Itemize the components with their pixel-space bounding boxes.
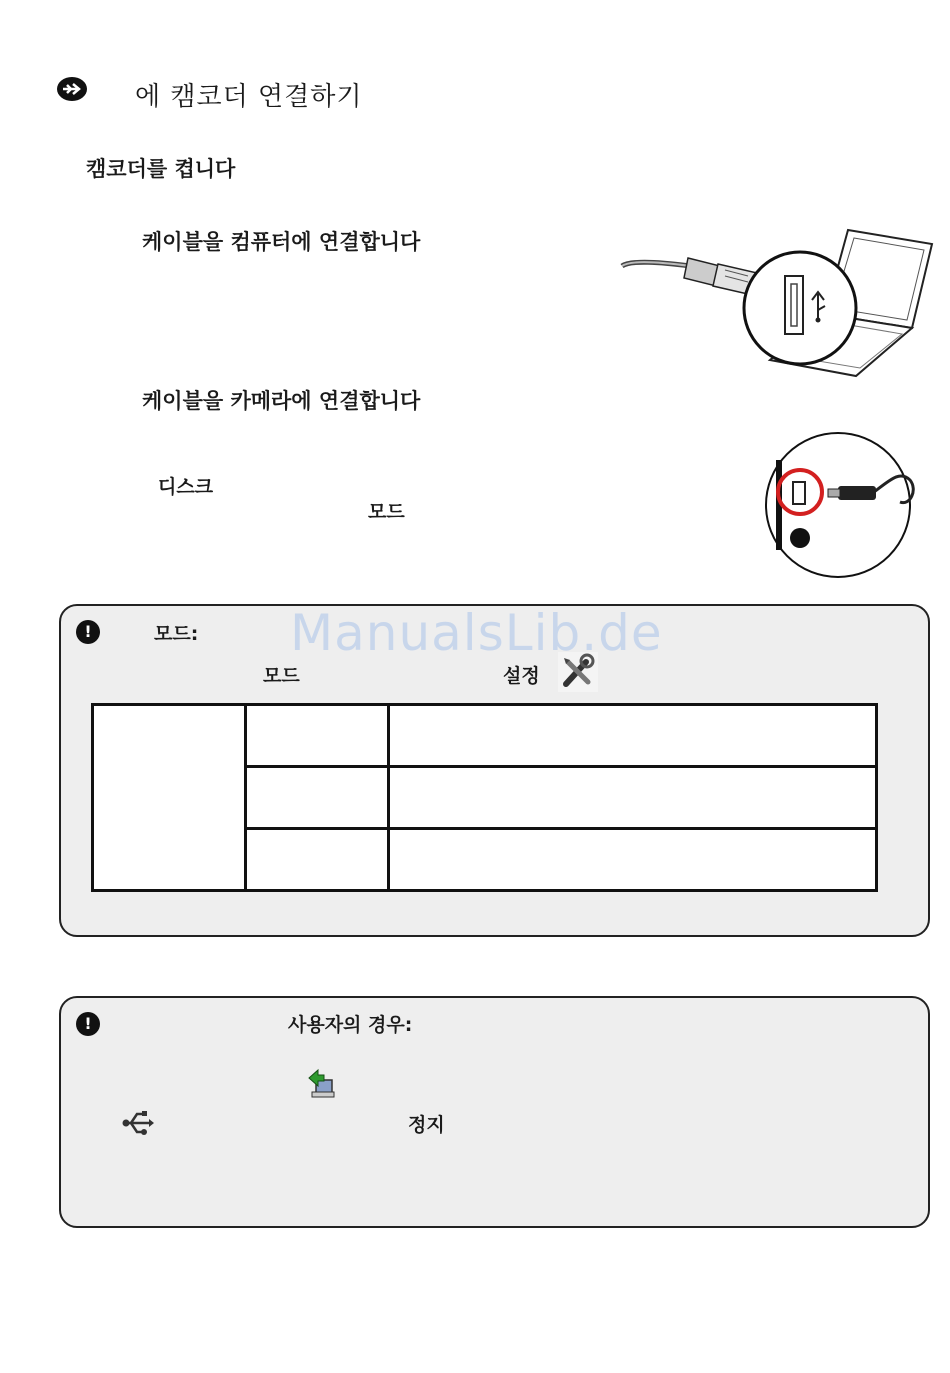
mode-table-cell <box>389 767 877 829</box>
mode-table-cell <box>389 705 877 767</box>
safely-remove-hardware-icon <box>306 1068 336 1100</box>
page-title: 에 캠코더 연결하기 <box>135 82 363 112</box>
note2-stop-word: 정지 <box>408 1114 445 1136</box>
mode-word: 모드 <box>368 501 405 523</box>
step-3-text: 케이블을 카메라에 연결합니다 <box>142 389 421 413</box>
usb-laptop-illustration <box>620 226 935 381</box>
mode-table <box>91 703 878 892</box>
step-2-text: 케이블을 컴퓨터에 연결합니다 <box>142 230 421 254</box>
camera-usb-port-illustration <box>760 430 915 580</box>
note1-mode-word: 모드 <box>263 665 300 687</box>
note1-settings-word: 설정 <box>503 665 540 687</box>
exclamation-icon: ! <box>76 620 100 644</box>
usb-icon <box>121 1106 155 1140</box>
mode-table-cell <box>246 829 389 891</box>
exclamation-icon: ! <box>76 1012 100 1036</box>
mode-table-cell <box>246 767 389 829</box>
note2-label: 사용자의 경우: <box>288 1014 413 1036</box>
disk-word: 디스크 <box>158 476 214 498</box>
mode-table-cell <box>93 705 246 891</box>
user-note-box <box>59 996 930 1228</box>
note1-label: 모드: <box>154 623 199 645</box>
step-1-text: 캠코더를 켭니다 <box>86 157 236 181</box>
mode-table-cell <box>389 829 877 891</box>
mode-table-cell <box>246 705 389 767</box>
arrow-bullet-icon <box>56 76 88 102</box>
watermark: ManualsLib.de <box>290 604 663 662</box>
